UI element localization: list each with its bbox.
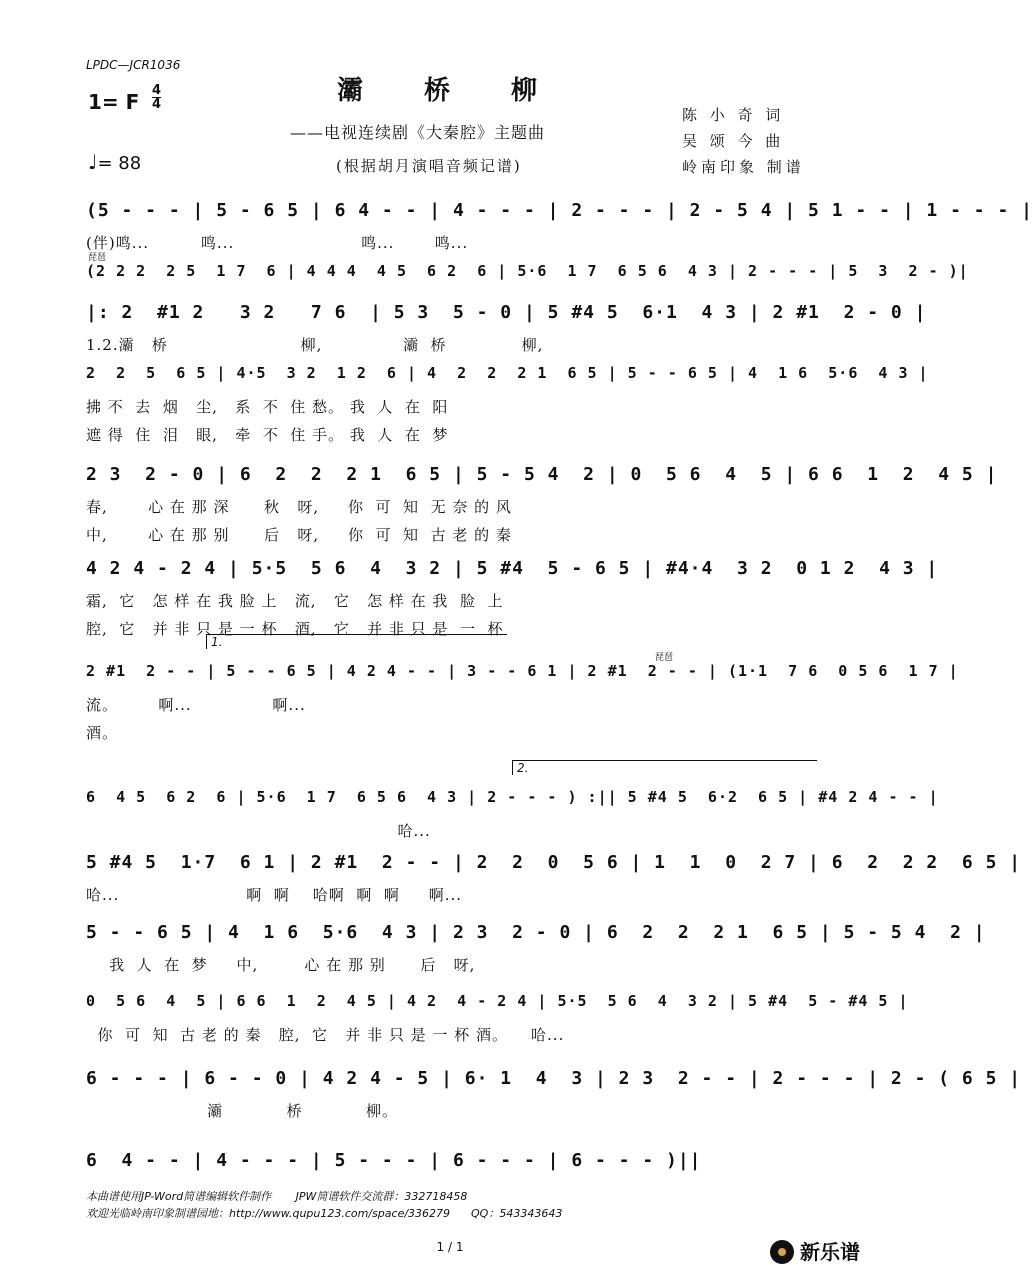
instrument-label: 琵琶	[655, 653, 674, 663]
lyric-line: 哈... 啊 啊 哈啊 啊 啊 啊...	[86, 886, 463, 904]
quarter-note-icon: ♩	[88, 150, 98, 174]
lyric-line: 你 可 知 古 老 的 秦 腔, 它 并 非 只 是 一 杯 酒。 哈...	[86, 1026, 565, 1044]
lyric-line: (伴)鸣... 鸣... 鸣... 鸣...	[86, 234, 469, 252]
notation-row: (2 2 2 2 5 1 7 6 | 4 4 4 4 5 6 2 6 | 5·6 1 7 6 5 6 4 3 | 2 - - - | 5 3 2 - )|	[86, 262, 969, 280]
lyric-line: 春, 心 在 那 深 秋 呀, 你 可 知 无 奈 的 风	[86, 498, 512, 516]
lyric-line: 中, 心 在 那 别 后 呀, 你 可 知 古 老 的 秦	[86, 526, 512, 544]
notation-row: 6 4 - - | 4 - - - | 5 - - - | 6 - - - | 6 - - - )||	[86, 1150, 702, 1171]
notation-row: 0 5 6 4 5 | 6 6 1 2 4 5 | 4 2 4 - 2 4 | 5·5 5 6 4 3 2 | 5 #4 5 - #4 5 |	[86, 992, 909, 1010]
lyric-line: 哈...	[86, 822, 431, 840]
notation-row: 2 3 2 - 0 | 6 2 2 2 1 6 5 | 5 - 5 4 2 | 0 5 6 4 5 | 6 6 1 2 4 5 |	[86, 464, 998, 485]
time-sig-top: 4	[152, 83, 162, 98]
notation-row: 5 - - 6 5 | 4 1 6 5·6 4 3 | 2 3 2 - 0 | 6 2 2 2 1 6 5 | 5 - 5 4 2 |	[86, 922, 986, 943]
lyric-line: 霜, 它 怎 样 在 我 脸 上 流, 它 怎 样 在 我 脸 上	[86, 592, 504, 610]
lyric-line: 腔, 它 并 非 只 是 一 杯 酒, 它 并 非 只 是 一 杯	[86, 620, 504, 638]
brand-name: 新乐谱	[800, 1240, 860, 1264]
time-sig-bottom: 4	[152, 97, 162, 112]
lyric-line: 我 人 在 梦 中, 心 在 那 别 后 呀,	[86, 956, 476, 974]
arranger-credit: 岭南印象 制谱	[682, 158, 805, 176]
lyricist-credit: 陈 小 奇 词	[682, 106, 785, 124]
time-signature	[152, 84, 161, 111]
instrument-label: 琵琶	[88, 253, 107, 263]
footer-line-1: 本曲谱使用JP-Word简谱编辑软件制作 JPW简谱软件交流群：332718458	[86, 1190, 468, 1203]
subtitle: ——电视连续剧《大秦腔》主题曲	[290, 123, 546, 142]
notation-row: 6 4 5 6 2 6 | 5·6 1 7 6 5 6 4 3 | 2 - - - ) :|| 5 #4 5 6·2 6 5 | #4 2 4 - - |	[86, 788, 939, 806]
volta-bracket: 1.	[206, 634, 507, 649]
footer-line-2: 欢迎光临岭南印象制谱园地：http://www.qupu123.com/space/336279 QQ：543343643	[86, 1207, 563, 1220]
lyric-line: 酒。	[86, 724, 119, 742]
brand-logo	[770, 1236, 860, 1265]
score-code: LPDC—JCR1036	[86, 58, 181, 72]
page-number: 1 / 1	[436, 1240, 464, 1254]
tempo-marking	[88, 150, 141, 174]
lyric-line: 1.2.灞 桥 柳, 灞 桥 柳,	[86, 336, 544, 354]
volta-bracket: 2.	[512, 760, 817, 775]
vinyl-record-icon	[770, 1240, 794, 1264]
key-signature: 1= F	[88, 90, 140, 114]
lyric-line: 流。 啊... 啊...	[86, 696, 306, 714]
transcription-note: (根据胡月演唱音频记谱)	[336, 157, 522, 175]
notation-row: 5 #4 5 1·7 6 1 | 2 #1 2 - - | 2 2 0 5 6 | 1 1 0 2 7 | 6 2 2 2 6 5 |	[86, 852, 1022, 873]
notation-row: 2 2 5 6 5 | 4·5 3 2 1 2 6 | 4 2 2 2 1 6 5 | 5 - - 6 5 | 4 1 6 5·6 4 3 |	[86, 364, 929, 382]
composer-credit: 吴 颂 今 曲	[682, 132, 785, 150]
notation-row: 6 - - - | 6 - - 0 | 4 2 4 - 5 | 6· 1 4 3 | 2 3 2 - - | 2 - - - | 2 - ( 6 5 |	[86, 1068, 1022, 1089]
lyric-line: 灞 桥 柳。	[86, 1102, 399, 1120]
notation-row: |: 2 #1 2 3 2 7 6 | 5 3 5 - 0 | 5 #4 5 6·1 4 3 | 2 #1 2 - 0 |	[86, 302, 927, 323]
tempo-value: = 88	[97, 153, 142, 174]
page-title: 灞 桥 柳	[336, 76, 564, 106]
lyric-line: 拂 不 去 烟 尘, 系 不 住 愁。 我 人 在 阳	[86, 398, 449, 416]
notation-row: 4 2 4 - 2 4 | 5·5 5 6 4 3 2 | 5 #4 5 - 6 5 | #4·4 3 2 0 1 2 4 3 |	[86, 558, 939, 579]
notation-row: 2 #1 2 - - | 5 - - 6 5 | 4 2 4 - - | 3 - - 6 1 | 2 #1 2 - - | (1·1 7 6 0 5 6 1 7 |	[86, 662, 959, 680]
notation-row: (5 - - - | 5 - 6 5 | 6 4 - - | 4 - - - | 2 - - - | 2 - 5 4 | 5 1 - - | 1 - - - |	[86, 200, 1033, 221]
lyric-line: 遮 得 住 泪 眼, 牵 不 住 手。 我 人 在 梦	[86, 426, 449, 444]
